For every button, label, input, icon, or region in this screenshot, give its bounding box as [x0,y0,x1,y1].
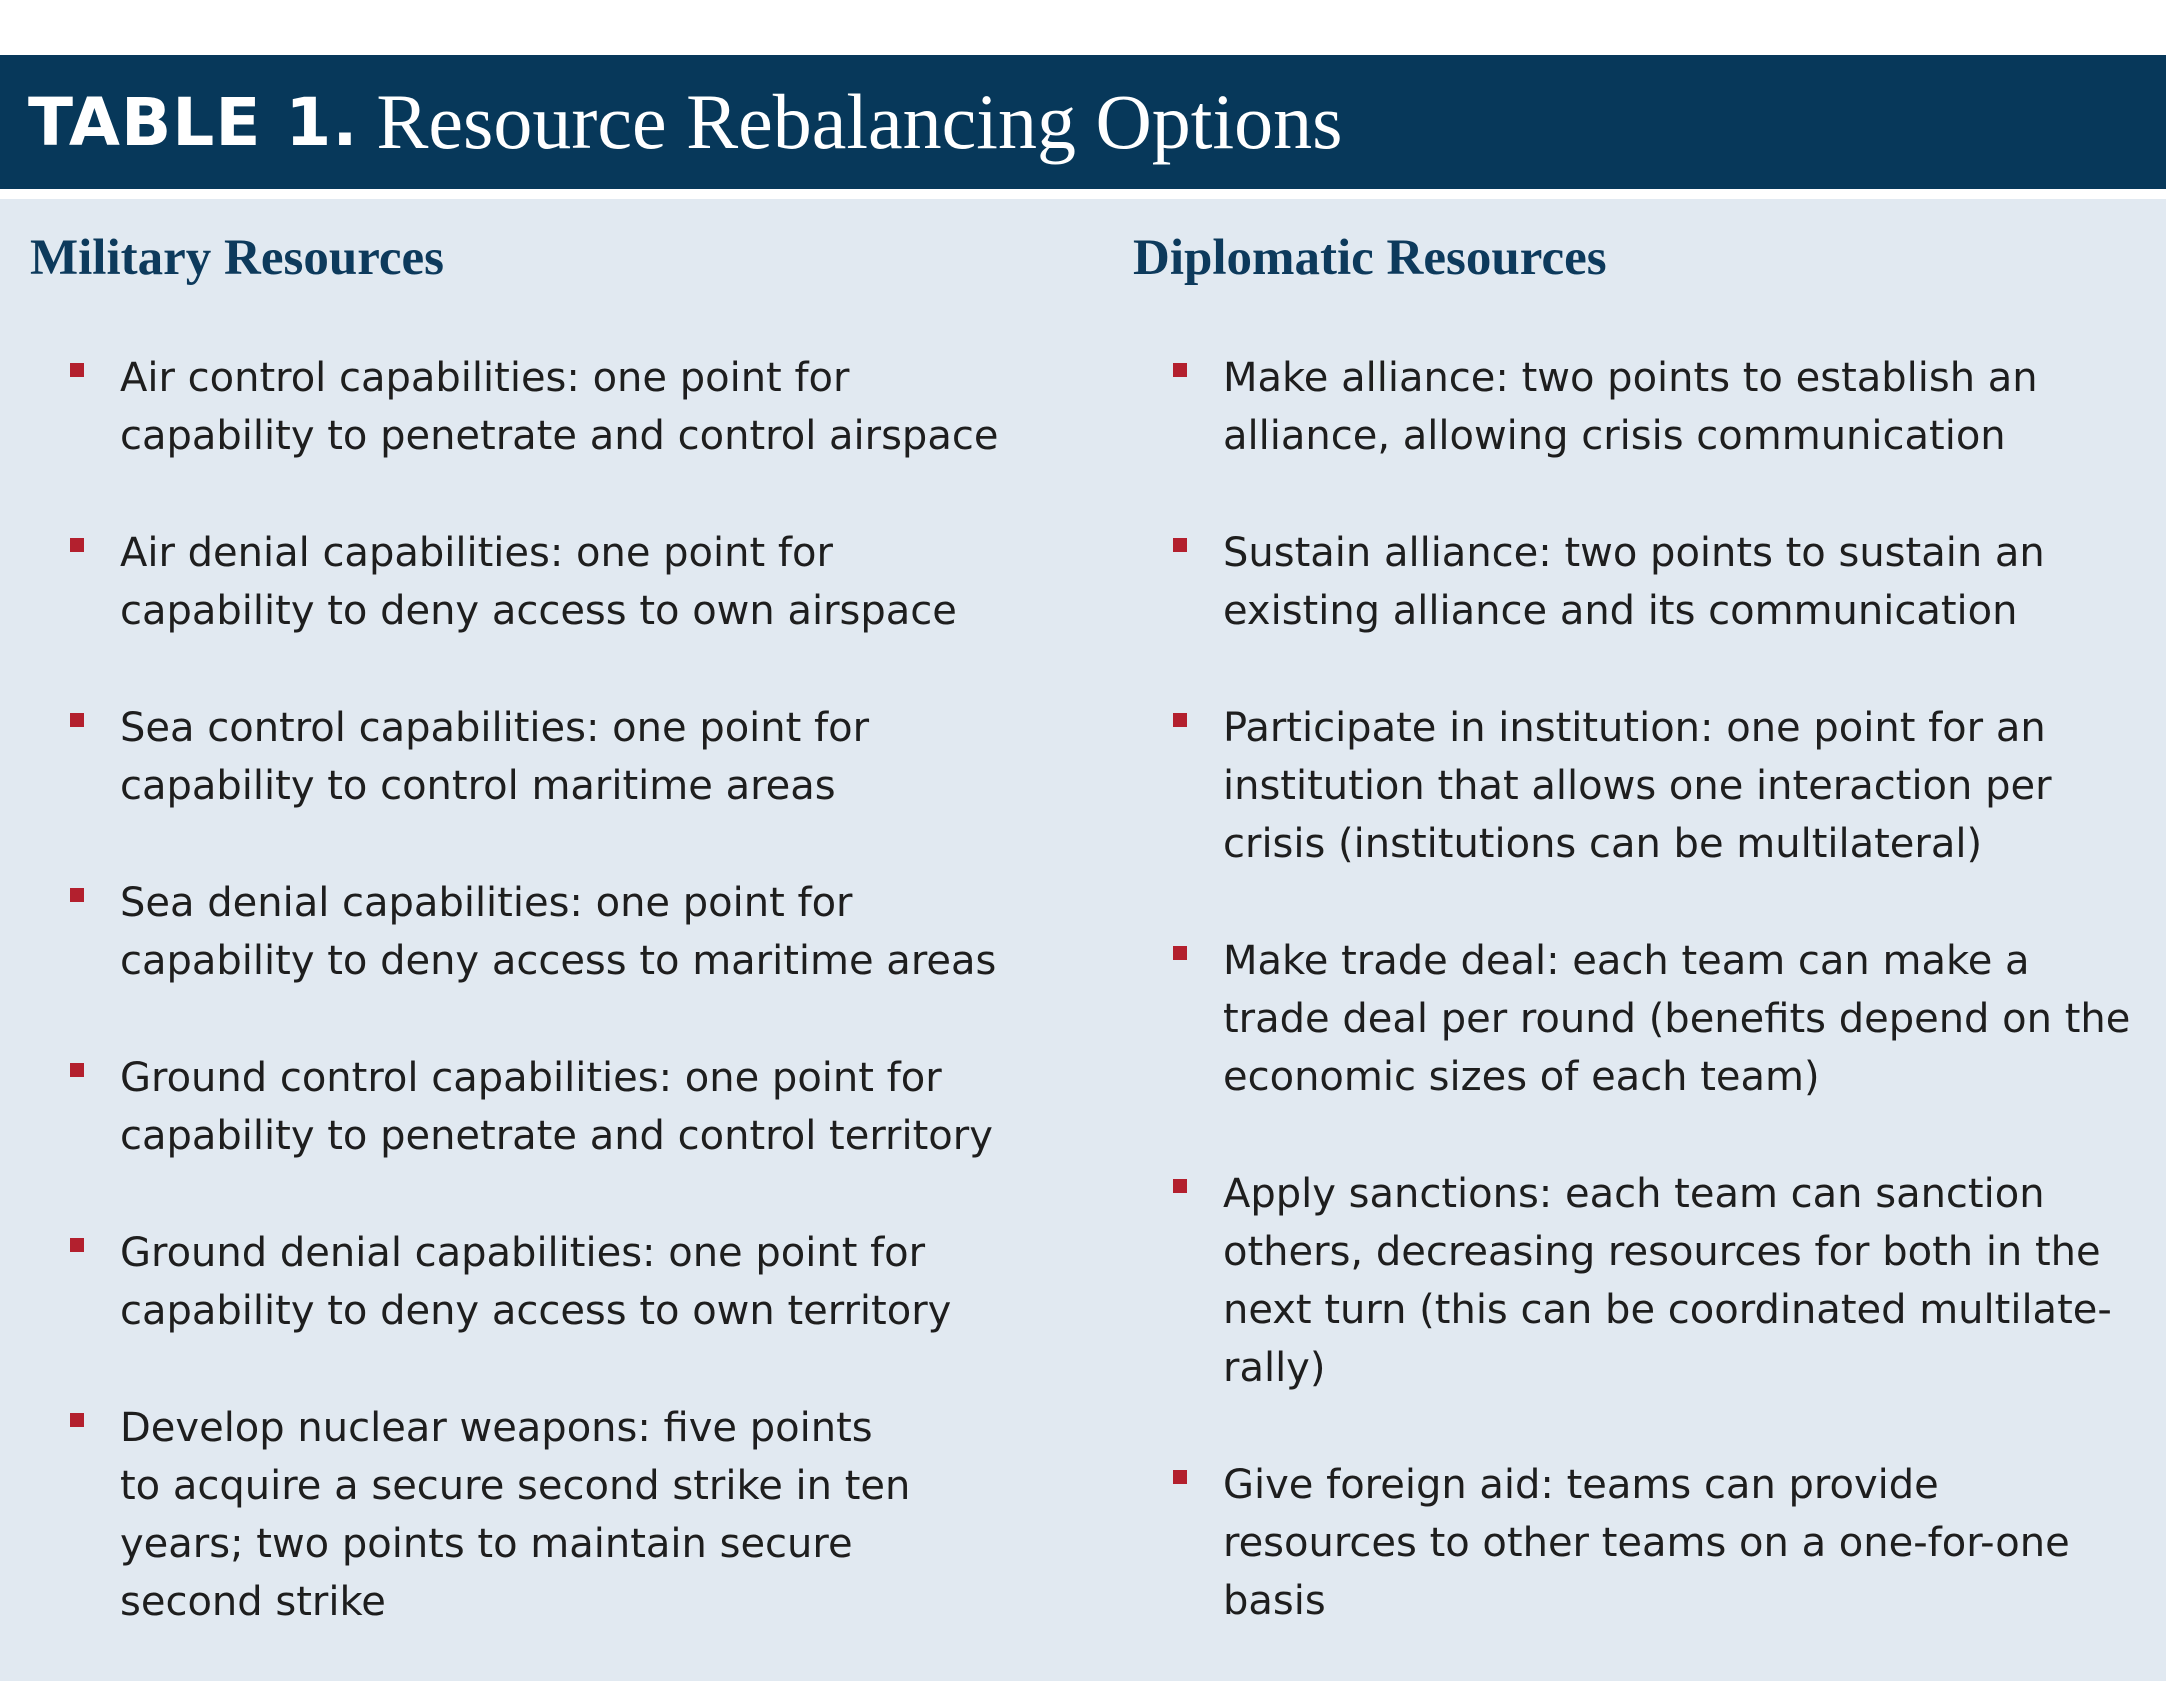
item-text: Ground control capabilities: one point for capability to penetrate and control territory [120,1055,993,1159]
bullet-icon [1173,946,1187,960]
bullet-icon [1173,1179,1187,1193]
bullet-icon [70,713,84,727]
item-text: Air denial capabilities: one point for capability to deny access to own airspace [120,530,957,634]
item-text: Participate in institution: one point for an institution that allows one interaction per crisis (institutions can be multilateral) [1223,705,2052,867]
item-text: Apply sanctions: each team can sanction others, decreasing resources for both in the next turn (this can be coordinated multilate- rally) [1223,1171,2112,1391]
item-text: Develop nuclear weapons: five points to acquire a secure second strike in ten years; two points to maintain secure second strike [120,1405,911,1625]
bullet-icon [1173,538,1187,552]
bullet-icon [70,888,84,902]
item-text: Sea control capabilities: one point for capability to control maritime areas [120,705,870,809]
table-header [0,55,2166,189]
military-heading: Military Resources [30,230,445,286]
item-text: Sustain alliance: two points to sustain an existing alliance and its communication [1223,530,2045,634]
table-title: Resource Rebalancing Options [376,78,1343,165]
item-text: Give foreign aid: teams can provide resources to other teams on a one-for-one basis [1223,1462,2070,1624]
bullet-icon [70,1413,84,1427]
bullet-icon [70,1238,84,1252]
diplomatic-heading: Diplomatic Resources [1133,230,1607,286]
item-text: Air control capabilities: one point for capability to penetrate and control airspace [120,355,999,459]
bullet-icon [70,363,84,377]
bullet-icon [70,1063,84,1077]
bullet-icon [1173,1470,1187,1484]
bullet-icon [70,538,84,552]
item-text: Make trade deal: each team can make a trade deal per round (benefits depend on the economic sizes of each team) [1223,938,2131,1100]
table-body [0,199,2166,1681]
table-label: TABLE 1. [28,83,359,161]
item-text: Ground denial capabilities: one point for capability to deny access to own territory [120,1230,952,1334]
item-text: Make alliance: two points to establish an alliance, allowing crisis communication [1223,355,2038,459]
bullet-icon [1173,713,1187,727]
item-text: Sea denial capabilities: one point for capability to deny access to maritime areas [120,880,997,984]
bullet-icon [1173,363,1187,377]
